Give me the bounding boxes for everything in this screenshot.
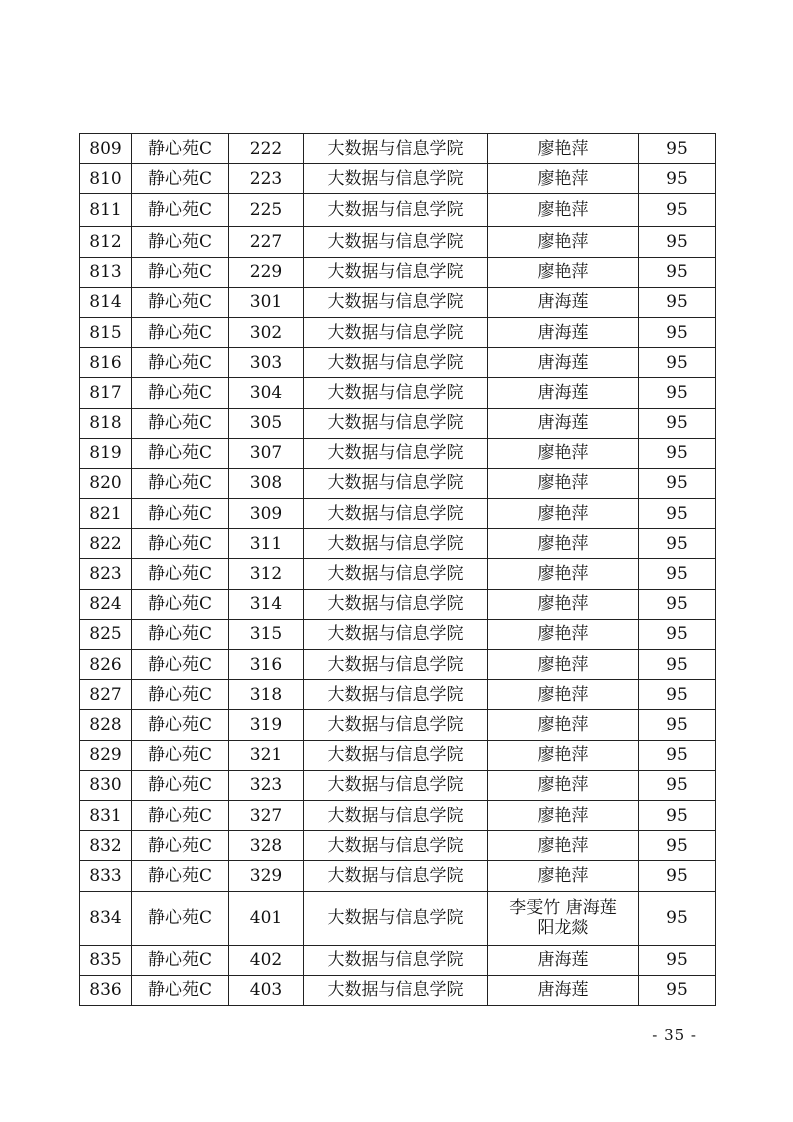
cell-counselor: 唐海莲 (488, 408, 639, 438)
cell-counselor: 廖艳萍 (488, 680, 639, 710)
cell-number: 831 (80, 800, 132, 830)
cell-number: 816 (80, 348, 132, 378)
cell-room: 301 (229, 287, 304, 317)
table-row (80, 257, 716, 287)
cell-counselor: 唐海莲 (488, 348, 639, 378)
table-body (80, 134, 716, 1006)
cell-room: 329 (229, 861, 304, 891)
cell-building: 静心苑C (132, 529, 229, 559)
cell-number: 834 (80, 891, 132, 945)
cell-college: 大数据与信息学院 (304, 499, 488, 529)
cell-building: 静心苑C (132, 740, 229, 770)
cell-building: 静心苑C (132, 438, 229, 468)
cell-counselor: 唐海莲 (488, 317, 639, 347)
table-row (80, 317, 716, 347)
table-row (80, 559, 716, 589)
cell-room: 314 (229, 589, 304, 619)
cell-room: 307 (229, 438, 304, 468)
cell-college: 大数据与信息学院 (304, 529, 488, 559)
table-row (80, 710, 716, 740)
cell-building: 静心苑C (132, 408, 229, 438)
cell-counselor: 廖艳萍 (488, 800, 639, 830)
cell-number: 812 (80, 227, 132, 257)
table-row (80, 134, 716, 164)
cell-score: 95 (639, 499, 716, 529)
cell-score: 95 (639, 164, 716, 194)
cell-building: 静心苑C (132, 589, 229, 619)
cell-number: 832 (80, 831, 132, 861)
cell-counselor: 廖艳萍 (488, 468, 639, 498)
cell-score: 95 (639, 619, 716, 649)
cell-room: 308 (229, 468, 304, 498)
cell-college: 大数据与信息学院 (304, 317, 488, 347)
cell-score: 95 (639, 529, 716, 559)
cell-counselor: 廖艳萍 (488, 227, 639, 257)
table-row (80, 861, 716, 891)
cell-number: 814 (80, 287, 132, 317)
cell-college: 大数据与信息学院 (304, 378, 488, 408)
cell-number: 826 (80, 650, 132, 680)
cell-college: 大数据与信息学院 (304, 257, 488, 287)
cell-college: 大数据与信息学院 (304, 680, 488, 710)
cell-number: 818 (80, 408, 132, 438)
cell-room: 229 (229, 257, 304, 287)
cell-college: 大数据与信息学院 (304, 589, 488, 619)
cell-counselor: 廖艳萍 (488, 164, 639, 194)
counselor-name-line: 阳龙燚 (537, 918, 589, 938)
cell-building: 静心苑C (132, 831, 229, 861)
table-row (80, 831, 716, 861)
cell-room: 309 (229, 499, 304, 529)
cell-score: 95 (639, 831, 716, 861)
cell-number: 810 (80, 164, 132, 194)
cell-room: 305 (229, 408, 304, 438)
cell-building: 静心苑C (132, 891, 229, 945)
cell-number: 836 (80, 975, 132, 1005)
table-row (80, 589, 716, 619)
cell-college: 大数据与信息学院 (304, 831, 488, 861)
cell-number: 820 (80, 468, 132, 498)
cell-score: 95 (639, 134, 716, 164)
table-row (80, 945, 716, 975)
cell-score: 95 (639, 680, 716, 710)
table-row (80, 438, 716, 468)
cell-college: 大数据与信息学院 (304, 227, 488, 257)
cell-number: 809 (80, 134, 132, 164)
cell-college: 大数据与信息学院 (304, 891, 488, 945)
cell-number: 813 (80, 257, 132, 287)
cell-room: 318 (229, 680, 304, 710)
cell-college: 大数据与信息学院 (304, 194, 488, 227)
table-row (80, 378, 716, 408)
cell-room: 316 (229, 650, 304, 680)
cell-building: 静心苑C (132, 499, 229, 529)
cell-counselor: 廖艳萍 (488, 257, 639, 287)
cell-building: 静心苑C (132, 194, 229, 227)
table-row (80, 891, 716, 945)
cell-room: 323 (229, 770, 304, 800)
cell-counselor: 廖艳萍 (488, 619, 639, 649)
cell-college: 大数据与信息学院 (304, 408, 488, 438)
cell-building: 静心苑C (132, 164, 229, 194)
cell-college: 大数据与信息学院 (304, 164, 488, 194)
cell-counselor: 廖艳萍 (488, 194, 639, 227)
table-row (80, 348, 716, 378)
cell-counselor: 廖艳萍 (488, 861, 639, 891)
cell-score: 95 (639, 287, 716, 317)
cell-college: 大数据与信息学院 (304, 559, 488, 589)
cell-score: 95 (639, 740, 716, 770)
cell-counselor: 廖艳萍 (488, 559, 639, 589)
cell-counselor: 廖艳萍 (488, 134, 639, 164)
cell-room: 222 (229, 134, 304, 164)
cell-room: 401 (229, 891, 304, 945)
cell-college: 大数据与信息学院 (304, 287, 488, 317)
cell-building: 静心苑C (132, 378, 229, 408)
cell-number: 824 (80, 589, 132, 619)
table-row (80, 499, 716, 529)
cell-room: 319 (229, 710, 304, 740)
cell-number: 821 (80, 499, 132, 529)
cell-counselor (488, 891, 639, 945)
table-row (80, 650, 716, 680)
cell-number: 815 (80, 317, 132, 347)
cell-room: 227 (229, 227, 304, 257)
cell-room: 302 (229, 317, 304, 347)
cell-building: 静心苑C (132, 710, 229, 740)
cell-counselor: 廖艳萍 (488, 650, 639, 680)
cell-building: 静心苑C (132, 861, 229, 891)
cell-building: 静心苑C (132, 287, 229, 317)
cell-building: 静心苑C (132, 134, 229, 164)
cell-number: 822 (80, 529, 132, 559)
cell-score: 95 (639, 227, 716, 257)
cell-score: 95 (639, 408, 716, 438)
cell-room: 223 (229, 164, 304, 194)
table-row (80, 740, 716, 770)
cell-counselor: 廖艳萍 (488, 438, 639, 468)
cell-building: 静心苑C (132, 800, 229, 830)
table-row (80, 619, 716, 649)
cell-score: 95 (639, 710, 716, 740)
cell-college: 大数据与信息学院 (304, 975, 488, 1005)
cell-room: 328 (229, 831, 304, 861)
cell-room: 304 (229, 378, 304, 408)
cell-score: 95 (639, 438, 716, 468)
cell-number: 828 (80, 710, 132, 740)
cell-score: 95 (639, 257, 716, 287)
cell-score: 95 (639, 891, 716, 945)
cell-building: 静心苑C (132, 468, 229, 498)
cell-building: 静心苑C (132, 650, 229, 680)
cell-counselor: 廖艳萍 (488, 740, 639, 770)
table-row (80, 468, 716, 498)
table-row (80, 227, 716, 257)
cell-room: 403 (229, 975, 304, 1005)
table-row (80, 800, 716, 830)
cell-room: 321 (229, 740, 304, 770)
cell-counselor: 廖艳萍 (488, 831, 639, 861)
cell-score: 95 (639, 800, 716, 830)
cell-room: 312 (229, 559, 304, 589)
cell-college: 大数据与信息学院 (304, 740, 488, 770)
cell-college: 大数据与信息学院 (304, 945, 488, 975)
cell-building: 静心苑C (132, 619, 229, 649)
cell-number: 827 (80, 680, 132, 710)
cell-building: 静心苑C (132, 680, 229, 710)
cell-college: 大数据与信息学院 (304, 348, 488, 378)
cell-counselor: 唐海莲 (488, 945, 639, 975)
table-row (80, 408, 716, 438)
cell-college: 大数据与信息学院 (304, 438, 488, 468)
cell-score: 95 (639, 348, 716, 378)
cell-college: 大数据与信息学院 (304, 650, 488, 680)
cell-number: 817 (80, 378, 132, 408)
cell-room: 225 (229, 194, 304, 227)
cell-building: 静心苑C (132, 348, 229, 378)
table-row (80, 975, 716, 1005)
cell-college: 大数据与信息学院 (304, 468, 488, 498)
cell-number: 833 (80, 861, 132, 891)
cell-counselor: 廖艳萍 (488, 589, 639, 619)
cell-counselor: 廖艳萍 (488, 710, 639, 740)
cell-building: 静心苑C (132, 227, 229, 257)
cell-number: 823 (80, 559, 132, 589)
cell-number: 811 (80, 194, 132, 227)
cell-building: 静心苑C (132, 945, 229, 975)
cell-college: 大数据与信息学院 (304, 134, 488, 164)
cell-college: 大数据与信息学院 (304, 861, 488, 891)
cell-counselor: 唐海莲 (488, 378, 639, 408)
cell-number: 819 (80, 438, 132, 468)
cell-college: 大数据与信息学院 (304, 710, 488, 740)
table-row (80, 770, 716, 800)
page-number: - 35 - (652, 1026, 697, 1044)
cell-score: 95 (639, 861, 716, 891)
cell-college: 大数据与信息学院 (304, 770, 488, 800)
table-row (80, 164, 716, 194)
cell-building: 静心苑C (132, 257, 229, 287)
cell-room: 311 (229, 529, 304, 559)
cell-score: 95 (639, 194, 716, 227)
cell-room: 402 (229, 945, 304, 975)
cell-number: 830 (80, 770, 132, 800)
cell-college: 大数据与信息学院 (304, 800, 488, 830)
cell-building: 静心苑C (132, 770, 229, 800)
cell-counselor: 廖艳萍 (488, 529, 639, 559)
cell-counselor: 廖艳萍 (488, 499, 639, 529)
cell-room: 327 (229, 800, 304, 830)
cell-building: 静心苑C (132, 559, 229, 589)
cell-score: 95 (639, 559, 716, 589)
cell-counselor: 廖艳萍 (488, 770, 639, 800)
table-row (80, 194, 716, 227)
cell-room: 315 (229, 619, 304, 649)
dormitory-score-table (79, 133, 716, 1006)
cell-score: 95 (639, 468, 716, 498)
cell-number: 835 (80, 945, 132, 975)
cell-building: 静心苑C (132, 975, 229, 1005)
cell-number: 825 (80, 619, 132, 649)
cell-score: 95 (639, 589, 716, 619)
table-row (80, 680, 716, 710)
cell-room: 303 (229, 348, 304, 378)
cell-score: 95 (639, 378, 716, 408)
cell-score: 95 (639, 770, 716, 800)
cell-score: 95 (639, 945, 716, 975)
counselor-name-line: 李雯竹 唐海莲 (509, 898, 617, 918)
table-row (80, 529, 716, 559)
cell-counselor: 唐海莲 (488, 975, 639, 1005)
cell-number: 829 (80, 740, 132, 770)
table-row (80, 287, 716, 317)
cell-building: 静心苑C (132, 317, 229, 347)
cell-score: 95 (639, 650, 716, 680)
cell-score: 95 (639, 317, 716, 347)
cell-counselor: 唐海莲 (488, 287, 639, 317)
cell-score: 95 (639, 975, 716, 1005)
cell-college: 大数据与信息学院 (304, 619, 488, 649)
